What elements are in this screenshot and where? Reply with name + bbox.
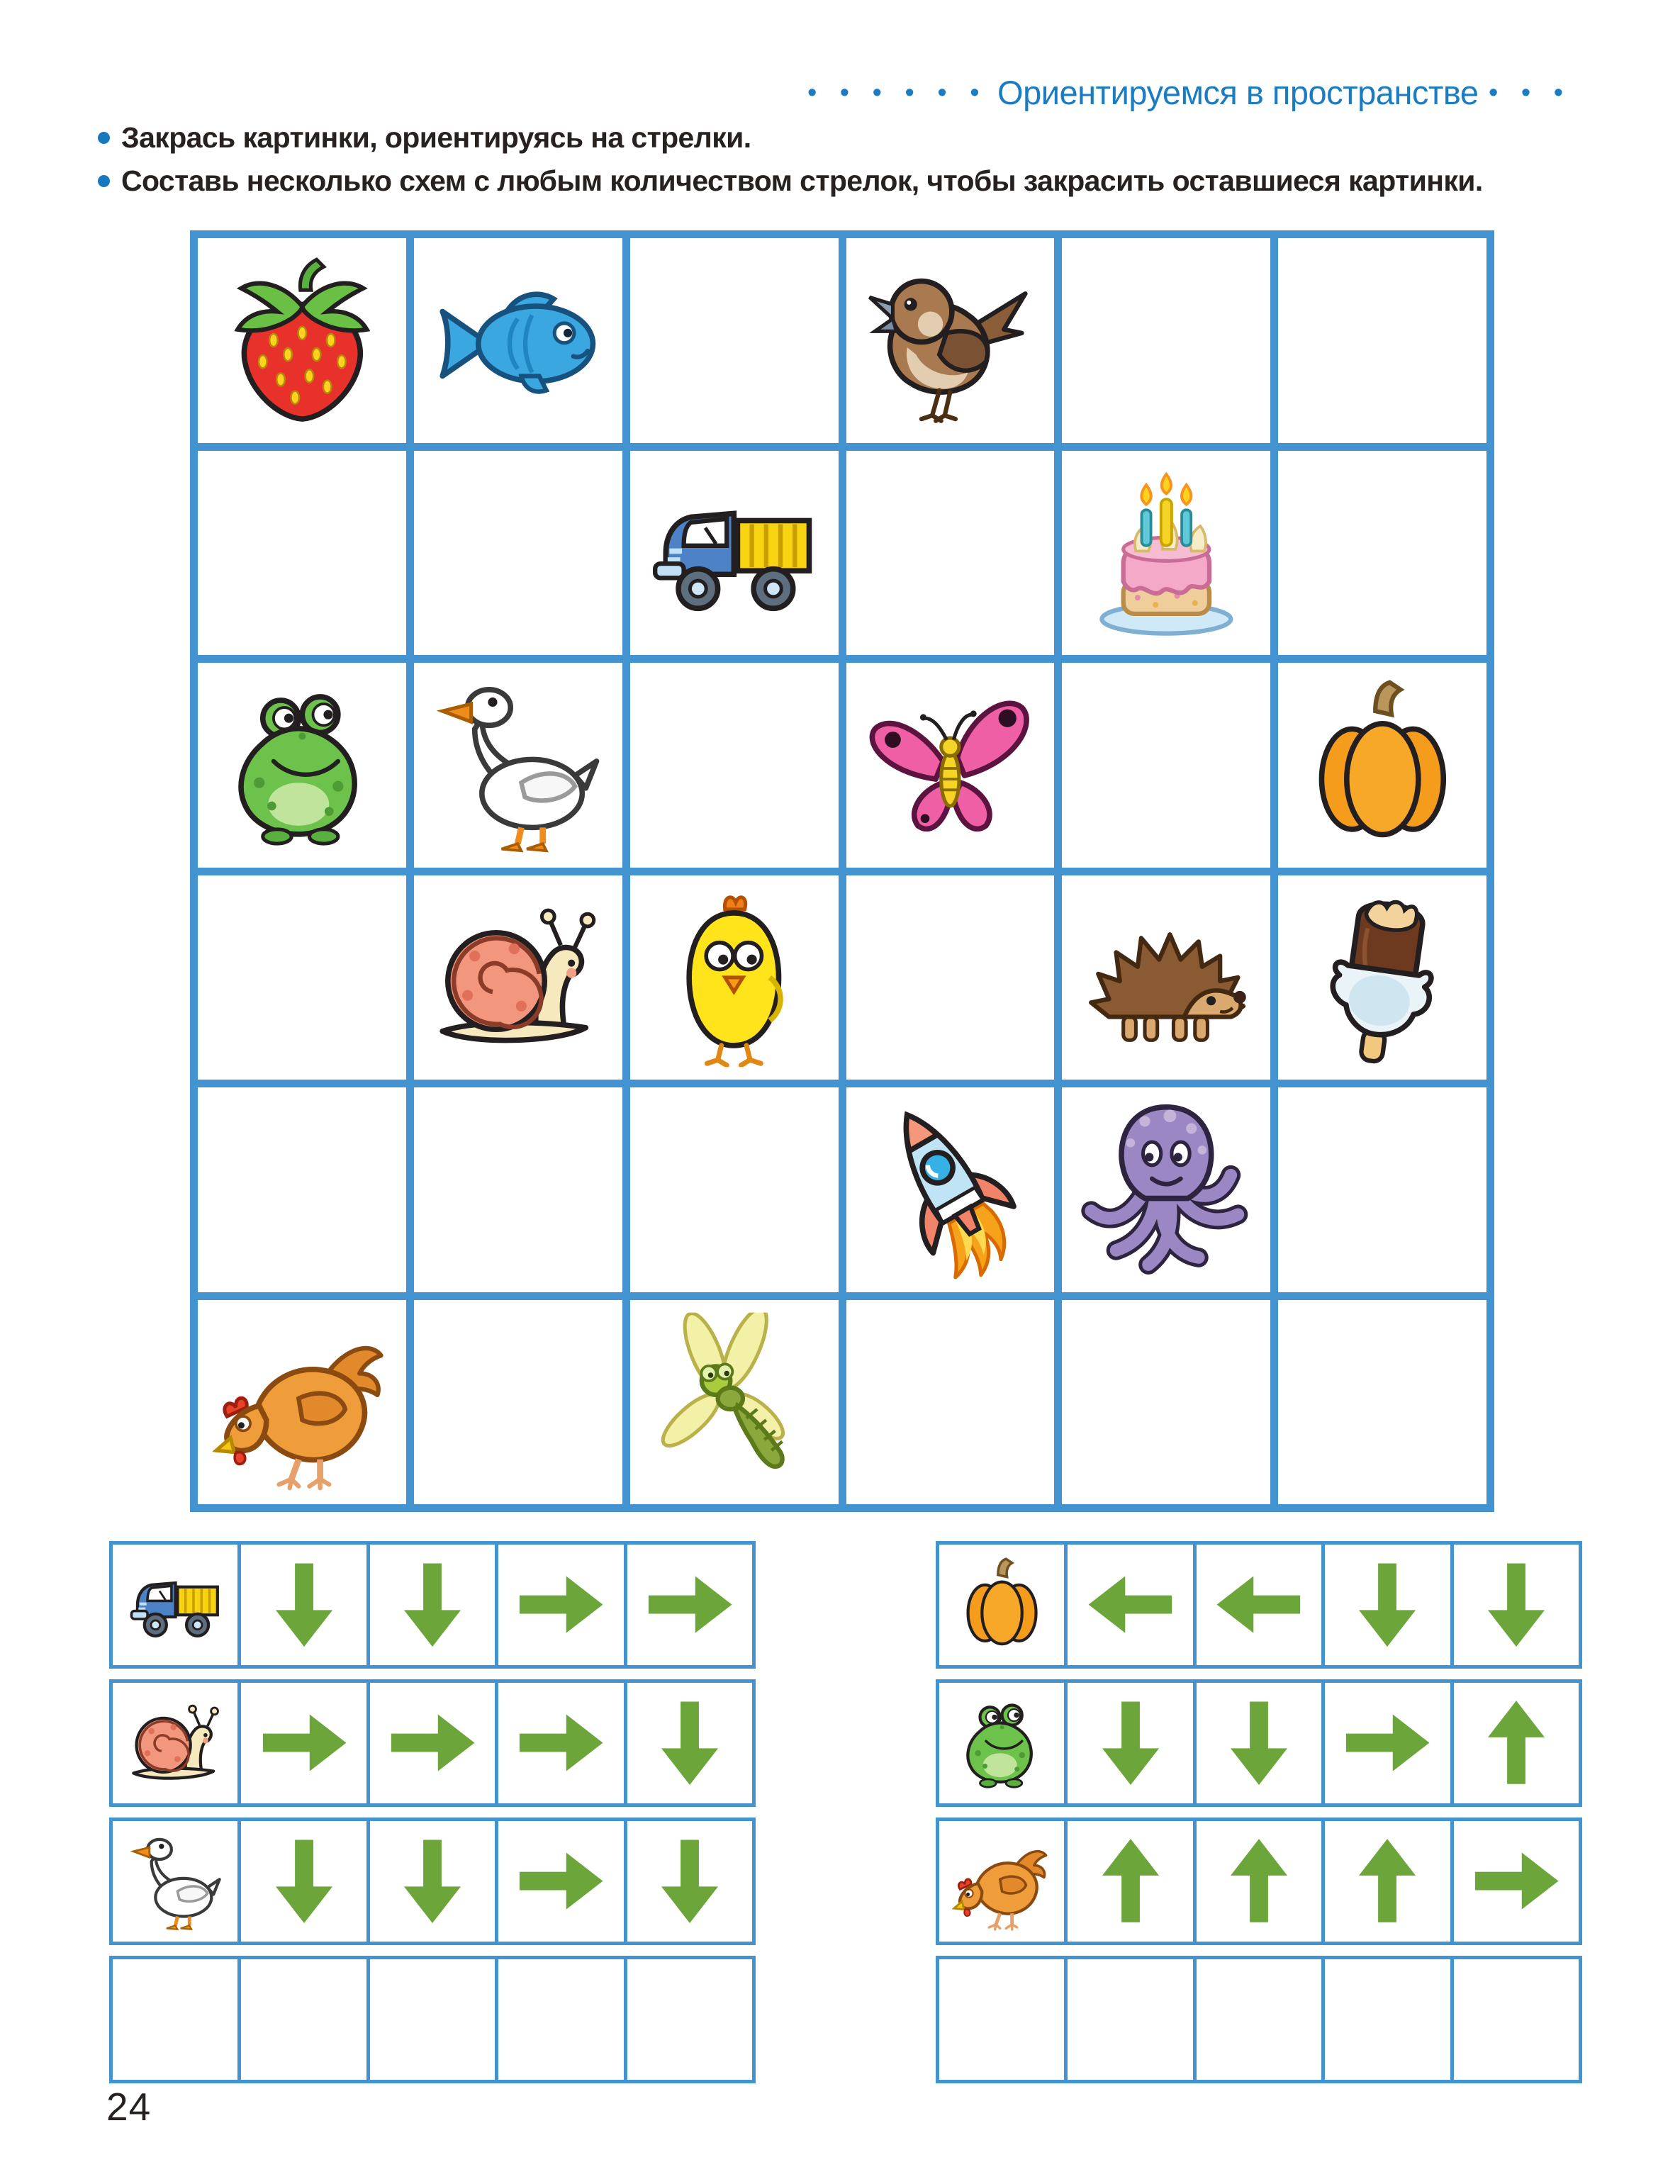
arrow-right-icon <box>513 1697 608 1788</box>
grid-cell-truck[interactable] <box>630 451 839 656</box>
snail-icon <box>428 887 607 1068</box>
scheme-row <box>109 1679 756 1807</box>
grid-cell-rocket[interactable] <box>846 1087 1055 1292</box>
arrow-right-icon <box>513 1559 608 1650</box>
grid-cell-dragonfly[interactable] <box>630 1300 839 1505</box>
hen-icon <box>213 1312 392 1492</box>
scheme-row <box>936 1541 1582 1669</box>
scheme-cell-arrow-down[interactable] <box>627 1683 752 1803</box>
grid-cell-pumpkin[interactable] <box>1278 663 1486 868</box>
cake-icon <box>1077 463 1256 643</box>
scheme-row <box>936 1956 1582 2083</box>
frog-icon <box>213 675 392 855</box>
arrow-down-icon <box>644 1834 735 1929</box>
scheme-row <box>936 1818 1582 1945</box>
hedgehog-icon <box>1077 887 1256 1068</box>
grid-cell-empty[interactable] <box>414 1087 622 1292</box>
grid-cell-empty[interactable] <box>630 663 839 868</box>
scheme-cell-arrow-down[interactable] <box>1068 1683 1192 1803</box>
grid-cell-fish[interactable] <box>414 238 622 443</box>
page-header <box>0 73 1571 112</box>
grid-cell-chick[interactable] <box>630 875 839 1080</box>
grid-cell-empty[interactable] <box>198 875 406 1080</box>
grid-cell-empty[interactable] <box>1278 1087 1486 1292</box>
scheme-cell-arrow-right[interactable] <box>241 1683 366 1803</box>
grid-cell-empty[interactable] <box>414 451 622 656</box>
scheme-cell-arrow-down[interactable] <box>241 1545 366 1665</box>
scheme-cell-empty[interactable] <box>939 1959 1064 2080</box>
scheme-cell-arrow-down[interactable] <box>370 1821 495 1942</box>
scheme-cell-snail[interactable] <box>113 1683 237 1803</box>
instruction-2-text: Составь несколько схем с любым количеством стрелок, чтобы закрасить оставшиеся картинки. <box>121 164 1483 197</box>
arrow-up-icon <box>1213 1834 1304 1929</box>
scheme-cell-goose[interactable] <box>113 1821 237 1942</box>
grid-cell-frog[interactable] <box>198 663 406 868</box>
scheme-cell-arrow-left[interactable] <box>1068 1545 1192 1665</box>
arrow-down-icon <box>1085 1696 1176 1791</box>
arrow-up-icon <box>1342 1834 1433 1929</box>
truck-icon <box>644 463 824 643</box>
icecream-icon <box>1293 887 1472 1068</box>
grid-cell-empty[interactable] <box>414 1300 622 1505</box>
arrow-down-icon <box>1470 1557 1562 1652</box>
grid-cell-empty[interactable] <box>846 451 1055 656</box>
arrow-down-icon <box>386 1557 478 1652</box>
instruction-2 <box>98 164 1483 198</box>
butterfly-icon <box>861 675 1040 855</box>
bullet-icon <box>98 132 110 144</box>
page-number: 24 <box>106 2085 152 2129</box>
dragonfly-icon <box>644 1312 824 1492</box>
truck-icon <box>125 1553 225 1657</box>
grid-cell-octopus[interactable] <box>1062 1087 1270 1292</box>
scheme-cell-empty[interactable] <box>1325 1959 1450 2080</box>
picture-grid <box>190 230 1494 1512</box>
arrow-up-icon <box>1470 1696 1562 1791</box>
rocket-icon <box>861 1099 1040 1279</box>
header-dots-left: • • • • • • <box>807 78 987 108</box>
arrow-down-icon <box>1213 1696 1304 1791</box>
scheme-cell-empty[interactable] <box>1197 1959 1321 2080</box>
scheme-cell-arrow-right[interactable] <box>1325 1683 1450 1803</box>
grid-cell-strawberry[interactable] <box>198 238 406 443</box>
arrow-right-icon <box>1340 1697 1435 1788</box>
arrow-right-icon <box>642 1559 737 1650</box>
arrow-right-icon <box>1469 1835 1564 1927</box>
scheme-cell-arrow-right[interactable] <box>1454 1821 1579 1942</box>
grid-cell-butterfly[interactable] <box>846 663 1055 868</box>
scheme-row <box>109 1818 756 1945</box>
grid-cell-snail[interactable] <box>414 875 622 1080</box>
scheme-cell-empty[interactable] <box>1454 1959 1579 2080</box>
sparrow-icon <box>861 250 1040 430</box>
scheme-cell-arrow-up[interactable] <box>1197 1821 1321 1942</box>
goose-icon <box>428 675 607 855</box>
scheme-cell-empty[interactable] <box>113 1959 237 2080</box>
scheme-cell-arrow-right[interactable] <box>627 1545 752 1665</box>
scheme-cell-empty[interactable] <box>627 1959 752 2080</box>
grid-cell-empty[interactable] <box>198 451 406 656</box>
grid-cell-empty[interactable] <box>846 1300 1055 1505</box>
grid-cell-empty[interactable] <box>1062 1300 1270 1505</box>
instruction-1 <box>98 121 751 155</box>
scheme-table-right <box>936 1541 1582 2083</box>
scheme-cell-hen[interactable] <box>939 1821 1064 1942</box>
octopus-icon <box>1077 1099 1256 1279</box>
fish-icon <box>428 250 607 430</box>
scheme-cell-arrow-up[interactable] <box>1325 1821 1450 1942</box>
scheme-cell-frog[interactable] <box>939 1683 1064 1803</box>
pumpkin-icon <box>1293 675 1472 855</box>
grid-cell-empty[interactable] <box>846 875 1055 1080</box>
hen-icon <box>952 1830 1052 1933</box>
bullet-icon <box>98 175 110 187</box>
arrow-right-icon <box>257 1697 352 1788</box>
scheme-row <box>109 1956 756 2083</box>
scheme-cell-arrow-up[interactable] <box>1068 1821 1192 1942</box>
grid-cell-empty[interactable] <box>1278 1300 1486 1505</box>
arrow-down-icon <box>386 1834 478 1929</box>
grid-cell-empty[interactable] <box>1062 238 1270 443</box>
grid-cell-cake[interactable] <box>1062 451 1270 656</box>
scheme-cell-arrow-down[interactable] <box>370 1545 495 1665</box>
grid-cell-empty[interactable] <box>1278 451 1486 656</box>
scheme-row <box>936 1679 1582 1807</box>
arrow-up-icon <box>1085 1834 1176 1929</box>
arrow-left-icon <box>1083 1559 1178 1650</box>
scheme-cell-arrow-right[interactable] <box>498 1683 623 1803</box>
arrow-left-icon <box>1211 1559 1306 1650</box>
grid-cell-sparrow[interactable] <box>846 238 1055 443</box>
arrow-right-icon <box>513 1835 608 1927</box>
arrow-down-icon <box>258 1834 349 1929</box>
header-dots-right: • • • <box>1488 78 1571 108</box>
snail-icon <box>125 1691 225 1795</box>
scheme-cell-truck[interactable] <box>113 1545 237 1665</box>
grid-cell-empty[interactable] <box>1278 238 1486 443</box>
grid-cell-hedgehog[interactable] <box>1062 875 1270 1080</box>
grid-cell-empty[interactable] <box>1062 663 1270 868</box>
scheme-cell-arrow-up[interactable] <box>1454 1683 1579 1803</box>
grid-cell-icecream[interactable] <box>1278 875 1486 1080</box>
scheme-cell-arrow-down[interactable] <box>627 1821 752 1942</box>
grid-cell-hen[interactable] <box>198 1300 406 1505</box>
scheme-cell-empty[interactable] <box>370 1959 495 2080</box>
arrow-down-icon <box>644 1696 735 1791</box>
scheme-cell-empty[interactable] <box>498 1959 623 2080</box>
scheme-cell-empty[interactable] <box>241 1959 366 2080</box>
arrow-right-icon <box>385 1697 480 1788</box>
page-title: Ориентируемся в пространстве <box>997 74 1479 111</box>
strawberry-icon <box>213 250 392 430</box>
grid-cell-goose[interactable] <box>414 663 622 868</box>
grid-cell-empty[interactable] <box>630 1087 839 1292</box>
grid-cell-empty[interactable] <box>630 238 839 443</box>
arrow-down-icon <box>1342 1557 1433 1652</box>
chick-icon <box>644 887 824 1068</box>
scheme-table-left <box>109 1541 756 2083</box>
instruction-1-text: Закрась картинки, ориентируясь на стрелки. <box>121 121 751 154</box>
scheme-cell-arrow-right[interactable] <box>498 1545 623 1665</box>
scheme-cell-arrow-right[interactable] <box>498 1821 623 1942</box>
scheme-cell-arrow-down[interactable] <box>1325 1545 1450 1665</box>
grid-cell-empty[interactable] <box>198 1087 406 1292</box>
frog-icon <box>952 1691 1052 1795</box>
goose-icon <box>125 1830 225 1933</box>
scheme-cell-arrow-down[interactable] <box>1197 1683 1321 1803</box>
scheme-cell-arrow-left[interactable] <box>1197 1545 1321 1665</box>
scheme-cell-pumpkin[interactable] <box>939 1545 1064 1665</box>
scheme-cell-empty[interactable] <box>1068 1959 1192 2080</box>
arrow-down-icon <box>258 1557 349 1652</box>
pumpkin-icon <box>952 1553 1052 1657</box>
scheme-cell-arrow-right[interactable] <box>370 1683 495 1803</box>
scheme-row <box>109 1541 756 1669</box>
scheme-cell-arrow-down[interactable] <box>1454 1545 1579 1665</box>
scheme-cell-arrow-down[interactable] <box>241 1821 366 1942</box>
